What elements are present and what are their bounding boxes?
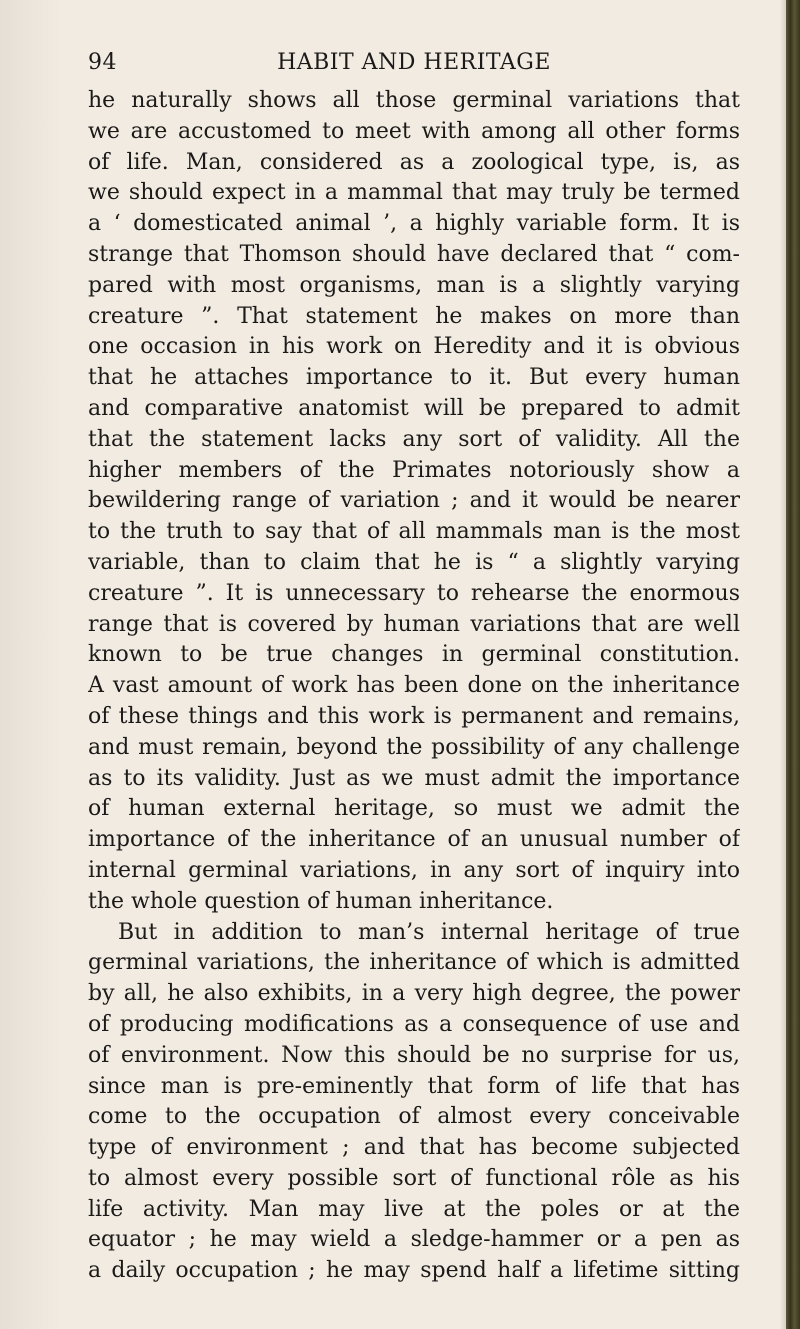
text-line: we are accustomed to meet with among all other forms bbox=[88, 118, 740, 144]
page-shadow bbox=[0, 0, 60, 1329]
text-line: equator ; he may wield a sledge-hammer or a pen as bbox=[88, 1227, 740, 1253]
text-line: of human external heritage, so must we admit the bbox=[88, 796, 740, 822]
text-line: germinal variations, the inheritance of which is admitted bbox=[88, 950, 740, 976]
text-line: importance of the inheritance of an unusual number of bbox=[88, 827, 740, 853]
text-line: creature ”. That statement he makes on more than bbox=[88, 303, 740, 329]
text-line: to the truth to say that of all mammals man is the most bbox=[88, 519, 740, 545]
text-line: of these things and this work is permanent and remains, bbox=[88, 703, 740, 729]
text-line: range that is covered by human variations that are well bbox=[88, 611, 740, 637]
text-line: he naturally shows all those germinal variations that bbox=[88, 88, 740, 113]
paragraph-2 bbox=[88, 918, 740, 1288]
paragraph-1 bbox=[88, 86, 740, 918]
text-line: the whole question of human inheritance. bbox=[88, 888, 554, 914]
body-text bbox=[88, 86, 740, 1287]
text-line: strange that Thomson should have declared that “ com- bbox=[88, 241, 740, 267]
page-number: 94 bbox=[88, 50, 117, 75]
text-line: come to the occupation of almost every conceivable bbox=[88, 1104, 740, 1130]
text-line: of life. Man, considered as a zoological type, is, as bbox=[88, 149, 740, 175]
text-line: internal germinal variations, in any sort of inquiry into bbox=[88, 857, 740, 883]
text-line: we should expect in a mammal that may truly be termed bbox=[88, 180, 740, 206]
text-line: a ‘ domesticated animal ’, a highly variable form. It is bbox=[88, 211, 740, 237]
text-line: that he attaches importance to it. But every human bbox=[88, 365, 740, 391]
text-line: creature ”. It is unnecessary to rehearse the enormous bbox=[88, 580, 740, 606]
running-title: HABIT AND HERITAGE bbox=[277, 50, 551, 75]
text-line: pared with most organisms, man is a slightly varying bbox=[88, 272, 740, 298]
book-page-edge bbox=[786, 0, 800, 1329]
text-line: A vast amount of work has been done on the inheritance bbox=[88, 673, 740, 699]
text-line: of producing modifications as a consequence of use and bbox=[88, 1011, 740, 1037]
text-line: variable, than to claim that he is “ a slightly varying bbox=[88, 549, 740, 575]
text-line: and must remain, beyond the possibility of any challenge bbox=[88, 734, 740, 760]
page-header bbox=[88, 50, 740, 84]
text-line: and comparative anatomist will be prepared to admit bbox=[88, 395, 740, 421]
text-line: But in addition to man’s internal heritage of true bbox=[118, 919, 740, 945]
text-line: by all, he also exhibits, in a very high degree, the power bbox=[88, 981, 740, 1007]
text-line: as to its validity. Just as we must admit the importance bbox=[88, 765, 740, 791]
text-line: that the statement lacks any sort of validity. All the bbox=[88, 426, 740, 452]
text-line: life activity. Man may live at the poles or at the bbox=[88, 1196, 740, 1222]
text-line: bewildering range of variation ; and it would be nearer bbox=[88, 488, 740, 514]
text-line: since man is pre-eminently that form of life that has bbox=[88, 1073, 740, 1099]
text-line: one occasion in his work on Heredity and it is obvious bbox=[88, 334, 740, 360]
text-line: type of environment ; and that has become subjected bbox=[88, 1135, 740, 1161]
text-line: of environment. Now this should be no surprise for us, bbox=[88, 1042, 740, 1068]
text-line: to almost every possible sort of functional rôle as his bbox=[88, 1165, 740, 1191]
text-line: known to be true changes in germinal constitution. bbox=[88, 642, 740, 668]
text-line: higher members of the Primates notoriously show a bbox=[88, 457, 740, 483]
text-line: a daily occupation ; he may spend half a lifetime sitting bbox=[88, 1258, 740, 1284]
